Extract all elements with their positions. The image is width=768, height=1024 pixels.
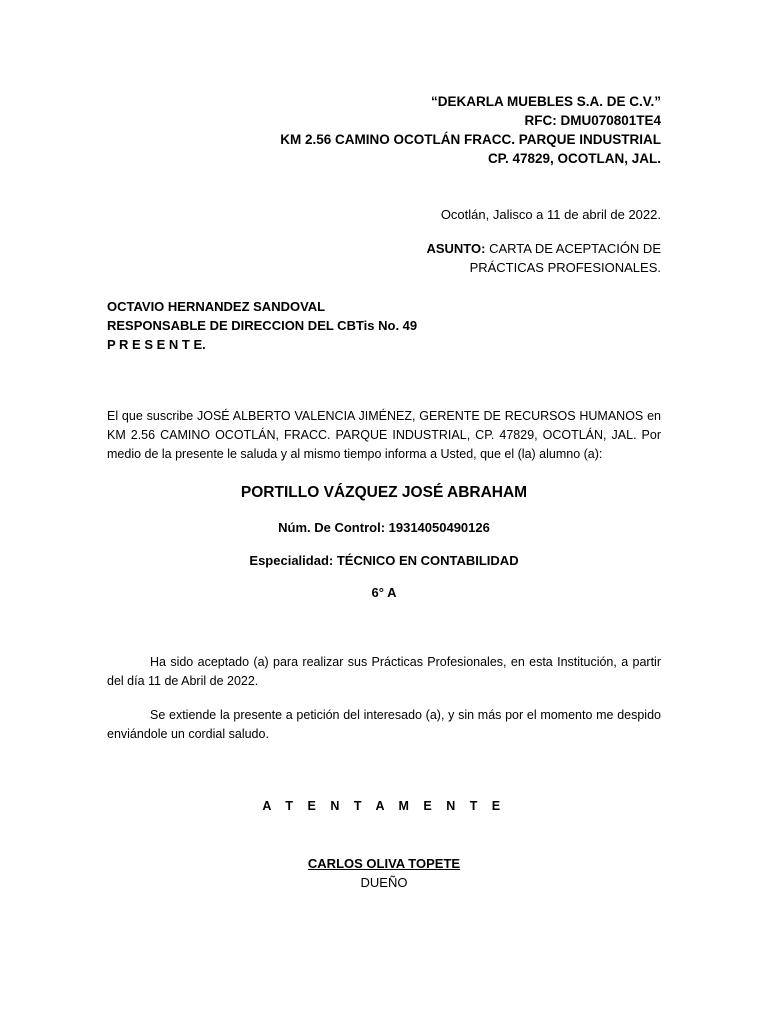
closing-paragraph: Se extiende la presente a petición del interesado (a), y sin más por el momento me despido enviándole un cordial saludo. <box>107 708 661 741</box>
atentamente: A T E N T A M E N T E <box>262 799 506 813</box>
recipient-name: OCTAVIO HERNANDEZ SANDOVAL <box>107 299 326 314</box>
company-rfc: RFC: DMU070801TE4 <box>524 113 661 128</box>
company-address: KM 2.56 CAMINO OCOTLÁN FRACC. PARQUE INDUSTRIAL <box>280 132 661 147</box>
specialty: Especialidad: TÉCNICO EN CONTABILIDAD <box>249 553 519 568</box>
subject-label: ASUNTO: <box>426 241 486 256</box>
student-group: 6° A <box>371 585 397 600</box>
signer-role: DUEÑO <box>360 875 408 890</box>
control-number: Núm. De Control: 19314050490126 <box>278 520 490 535</box>
intro-paragraph: El que suscribe JOSÉ ALBERTO VALENCIA JIMÉNEZ, GERENTE DE RECURSOS HUMANOS en KM 2.56 CAMINO OCOTLÁN, FRACC. PARQUE INDUSTRIAL, CP. 47829, OCOTLÁN, JAL. Por medio de la presente le saluda y al mismo tiempo informa a Usted, que el (la) alumno (a): <box>107 409 661 461</box>
subject-text-2: PRÁCTICAS PROFESIONALES. <box>469 260 661 275</box>
signer-name: CARLOS OLIVA TOPETE <box>307 856 461 871</box>
subject-line-1 <box>426 240 661 258</box>
student-name: PORTILLO VÁZQUEZ JOSÉ ABRAHAM <box>240 484 528 501</box>
recipient-title: RESPONSABLE DE DIRECCION DEL CBTis No. 49 <box>107 318 418 333</box>
company-cp: CP. 47829, OCOTLAN, JAL. <box>487 151 661 166</box>
acceptance-paragraph: Ha sido aceptado (a) para realizar sus Prácticas Profesionales, en esta Institución, a partir del día 11 de Abril de 2022. <box>107 655 661 688</box>
recipient-presente: P R E S E N T E. <box>107 337 206 352</box>
letter-date: Ocotlán, Jalisco a 11 de abril de 2022. <box>440 207 661 222</box>
company-name: “DEKARLA MUEBLES S.A. DE C.V.” <box>430 94 661 109</box>
subject-text-1: CARTA DE ACEPTACIÓN DE <box>489 241 661 256</box>
